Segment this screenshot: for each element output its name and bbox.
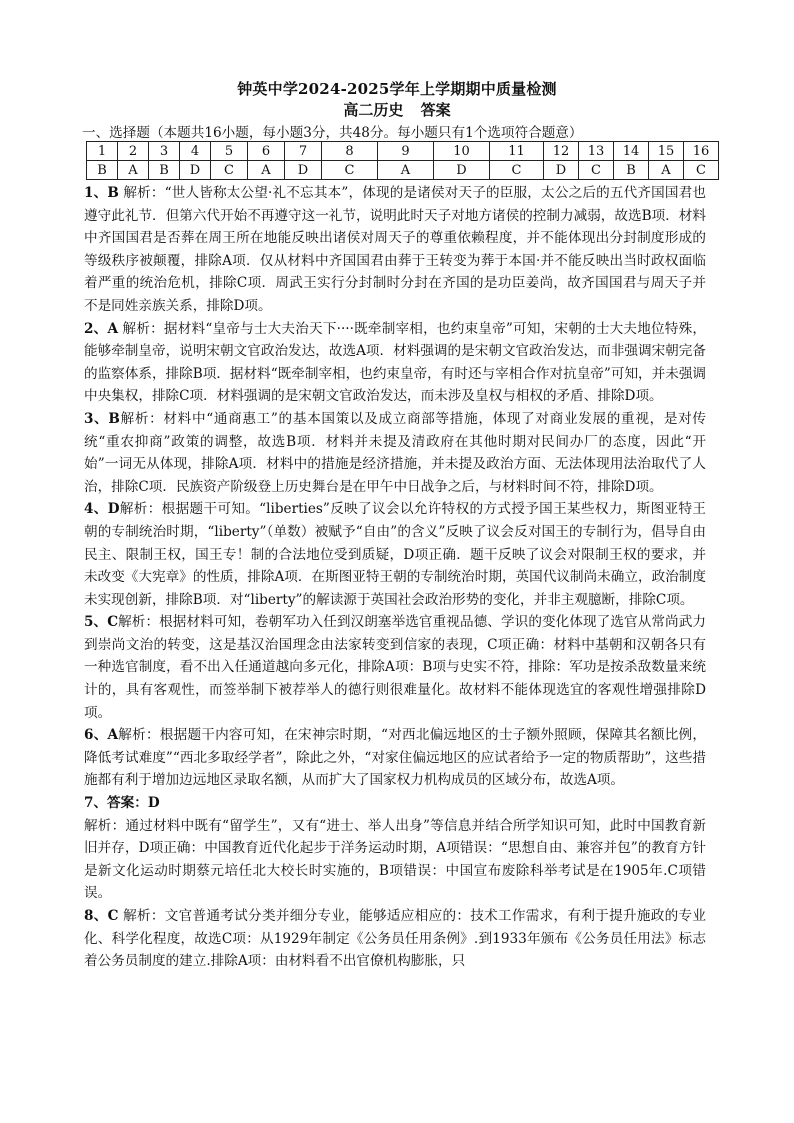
section-heading: 一、选择题（本题共16小题，每小题3分，共48分。每小题只有1个选项符合题意） [82, 125, 583, 141]
answer-label: 答案 [420, 101, 451, 119]
question-number-cell: 10 [434, 142, 490, 161]
subject-label: 高二历史 [343, 101, 404, 119]
answer-cell: B [614, 161, 649, 180]
question-number-cell: 5 [211, 142, 248, 161]
explanation-text: 解析：“世人皆称太公望·礼不忘其本”，体现的是诸侯对天子的臣服，太公之后的五代齐国国君也遵守此礼节．但第六代开始不再遵守这一礼节，说明此时天子对地方诸侯的控制力减弱，故选B项．材料中齐国国君是否葬在周王所在地能反映出诸侯对周天子的尊重依赖程度，并不能体现出分封制度形成的等级秩序被颠覆，排除A项．仅从材料中齐国国君由葬于王转变为葬于本国·并不能反映出当时政权面临着严重的统治危机，排除C项．周武王实行分封制时分封在齐国的是功臣姜尚，故齐国国君与周天子并不是同姓亲族关系，排除D项。 [84, 185, 706, 314]
explanation-number: 2、A [84, 320, 119, 337]
question-number-cell: 3 [149, 142, 180, 161]
explanations [84, 182, 706, 973]
question-number-cell: 15 [649, 142, 684, 161]
explanation-number: 7、答案：D [84, 795, 160, 812]
explanation-number: 6、A [84, 727, 119, 744]
answer-cell: D [285, 161, 322, 180]
explanation-item [84, 905, 706, 973]
answer-cell: A [378, 161, 434, 180]
explanation-text: 解析：材料中“通商惠工”的基本国策以及成立商部等措施，体现了对商业发展的重视，是对传统“重农抑商”政策的调整，故选B项．材料并未提及清政府在其他时期对民间办厂的态度，因此“开始”一词无从体现，排除A项．材料中的措施是经济措施，并未提及政治方面、无法体现用法治取代了人治，排除C项．民族资产阶级登上历史舞台是在甲午中日战争之后，与材料时间不符，排除D项。 [84, 410, 706, 495]
answer-cell: B [87, 161, 118, 180]
question-number-cell: 2 [118, 142, 149, 161]
explanation-number: 1、B [84, 185, 119, 201]
explanation-number: 4、D [84, 501, 120, 518]
explanation-item [84, 498, 706, 611]
answer-table-answers-row [87, 161, 719, 180]
explanation-text: 解析：据材料“皇帝与士大夫治天下····既牵制宰相，也约束皇帝”可知，宋朝的士大夫地位特殊，能够牵制皇帝，说明宋朝文官政治发达，故选A项．材料强调的是宋朝文官政治发达，而非强调宋朝完备的监察体系，排除B项．据材料“既牵制宰相，也约束皇帝，有时还与宰相合作对抗皇帝”可知，并未强调中央集权，排除C项．材料强调的是宋朝文官政治发达，而未涉及皇权与相权的矛盾、排除D项。 [84, 320, 707, 405]
answer-cell: D [180, 161, 211, 180]
answer-cell: B [149, 161, 180, 180]
explanation-text: 解析：通过材料中既有“留学生”，又有“进士、举人出身”等信息并结合所学知识可知，此时中国教育新旧并存，D项正确：中国教育近代化起步于洋务运动时期，A项错误：“思想自由、兼容并包”的教育方针是新文化运动时期蔡元培任北大校长时实施的，B项错误：中国宣布废除科举考试是在1905年.C项错误。 [84, 817, 706, 902]
explanation-text: 解析：根据材料可知，卷朝军功入任到汉朗塞举选官重视品德、学识的变化体现了选官从常尚武力到崇尚文治的转变，这是基汉治国理念由法家转变到信家的表现，C项正确：材料中基朝和汉朝各只有一种选官制度，看不出入任通道越向多元化，排除A项：B项与史实不符，排除：军功是按杀敌数量来统计的，具有客观性，而签举制下被荐举人的德行则很难量化。故材料不能体现选宜的客观性增强排除D项。 [84, 614, 706, 721]
explanation-item [84, 408, 706, 498]
question-number-cell: 13 [579, 142, 614, 161]
answer-cell: C [322, 161, 378, 180]
answer-table [86, 141, 719, 180]
explanation-text: 解析：文官普通考试分类并细分专业，能够适应相应的：技术工作需求，有利于提升施政的专业化、科学化程度，故选C项：从1929年制定《公务员任用条例》.到1933年颁布《公务员任用法》标志着公务员制度的建立.排除A项：由材料看不出官僚机构膨胀，只 [84, 908, 706, 970]
explanation-item [84, 792, 706, 815]
question-number-cell: 8 [322, 142, 378, 161]
question-number-cell: 11 [490, 142, 544, 161]
question-number-cell: 9 [378, 142, 434, 161]
explanation-item [84, 815, 706, 905]
answer-cell: C [684, 161, 719, 180]
answer-cell: D [544, 161, 579, 180]
answer-cell: C [211, 161, 248, 180]
question-number-cell: 16 [684, 142, 719, 161]
answer-cell: C [490, 161, 544, 180]
answer-cell: C [579, 161, 614, 180]
explanation-text: 解析：根据题干内容可知，在宋神宗时期，“对西北偏远地区的士子额外照顾，保障其名额比例，降低考试难度”“西北多取经学者”，除此之外，“对家住偏远地区的应试者给予一定的物质帮助”，这些措施都有利于增加边远地区录取名额，从而扩大了国家权力机构成员的区域分布，故选A项。 [84, 727, 706, 789]
explanation-number: 5、C [84, 614, 119, 631]
page-title: 钟英中学2024-2025学年上学期期中质量检测 [237, 80, 557, 98]
explanation-text: 解析：根据题干可知。“liberties”反映了议会以允许特权的方式授予国王某些权力，斯图亚特王朝的专制统治时期，“liberty”（单数）被赋予“自由”的含义”反映了议会反对国王的专制行为，倡导自由民主、限制王权，国王专！制的合法地位受到质疑，D项正确．题干反映了议会对限制王权的要求，并未改变《大宪章》的性质，排除A项．在斯图亚特王朝的专制统治时期，英国代议制尚未确立，政治制度未实现创新，排除B项．对“liberty”的解读源于英国社会政治形势的变化，并非主观臆断，排除C项。 [84, 501, 707, 608]
explanation-item [84, 318, 706, 408]
question-number-cell: 12 [544, 142, 579, 161]
question-number-cell: 7 [285, 142, 322, 161]
explanation-number: 8、C [84, 908, 119, 924]
question-number-cell: 1 [87, 142, 118, 161]
answer-table-numbers-row [87, 142, 719, 161]
question-number-cell: 14 [614, 142, 649, 161]
question-number-cell: 6 [248, 142, 285, 161]
explanation-item [84, 182, 706, 318]
answer-cell: A [248, 161, 285, 180]
explanation-number: 3、B [84, 410, 120, 427]
answer-cell: A [118, 161, 149, 180]
explanation-item [84, 611, 706, 724]
explanation-item [84, 724, 706, 792]
page-subtitle [0, 99, 794, 120]
question-number-cell: 4 [180, 142, 211, 161]
answer-cell: A [649, 161, 684, 180]
answer-cell: D [434, 161, 490, 180]
